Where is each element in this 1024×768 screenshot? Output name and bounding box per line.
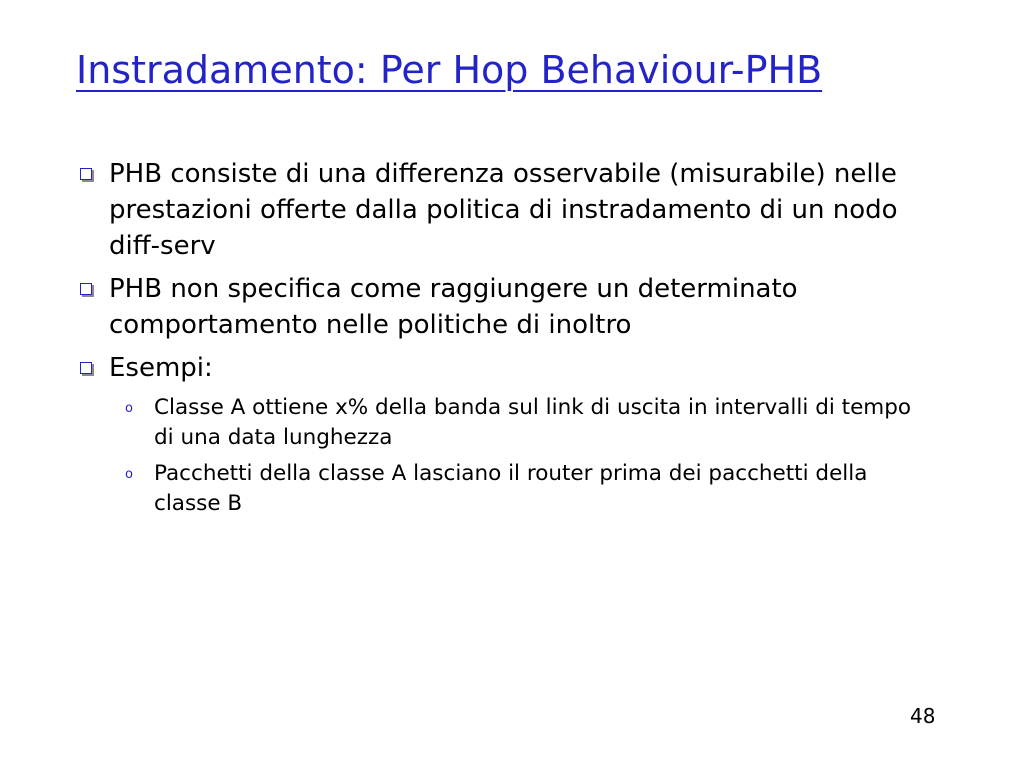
sub-bullet-item [76, 459, 936, 519]
bullet-text: Esempi: [109, 353, 213, 383]
slide-title: Instradamento: Per Hop Behaviour-PHB [76, 48, 823, 92]
page-number: 48 [910, 704, 936, 728]
bullet-item [76, 271, 936, 343]
sub-bullet-text: Classe A ottiene x% della banda sul link di uscita in intervalli di tempo di una data lunghezza [154, 395, 912, 450]
bullet-text: PHB consiste di una differenza osservabile (misurabile) nelle prestazioni offerte dalla politica di instradamento di un nodo diff-serv [109, 159, 898, 261]
bullet-text: PHB non specifica come raggiungere un determinato comportamento nelle politiche di inoltro [109, 274, 798, 340]
bullet-item [76, 350, 936, 386]
square-bullet-icon [80, 283, 92, 295]
bullet-item [76, 156, 936, 264]
square-bullet-icon [80, 362, 92, 374]
circle-bullet-icon: o [125, 401, 133, 416]
sub-bullet-item [76, 393, 936, 453]
circle-bullet-icon: o [125, 467, 133, 482]
bullet-list [76, 156, 936, 525]
square-bullet-icon [80, 168, 92, 180]
sub-bullet-text: Pacchetti della classe A lasciano il router prima dei pacchetti della classe B [154, 461, 868, 516]
